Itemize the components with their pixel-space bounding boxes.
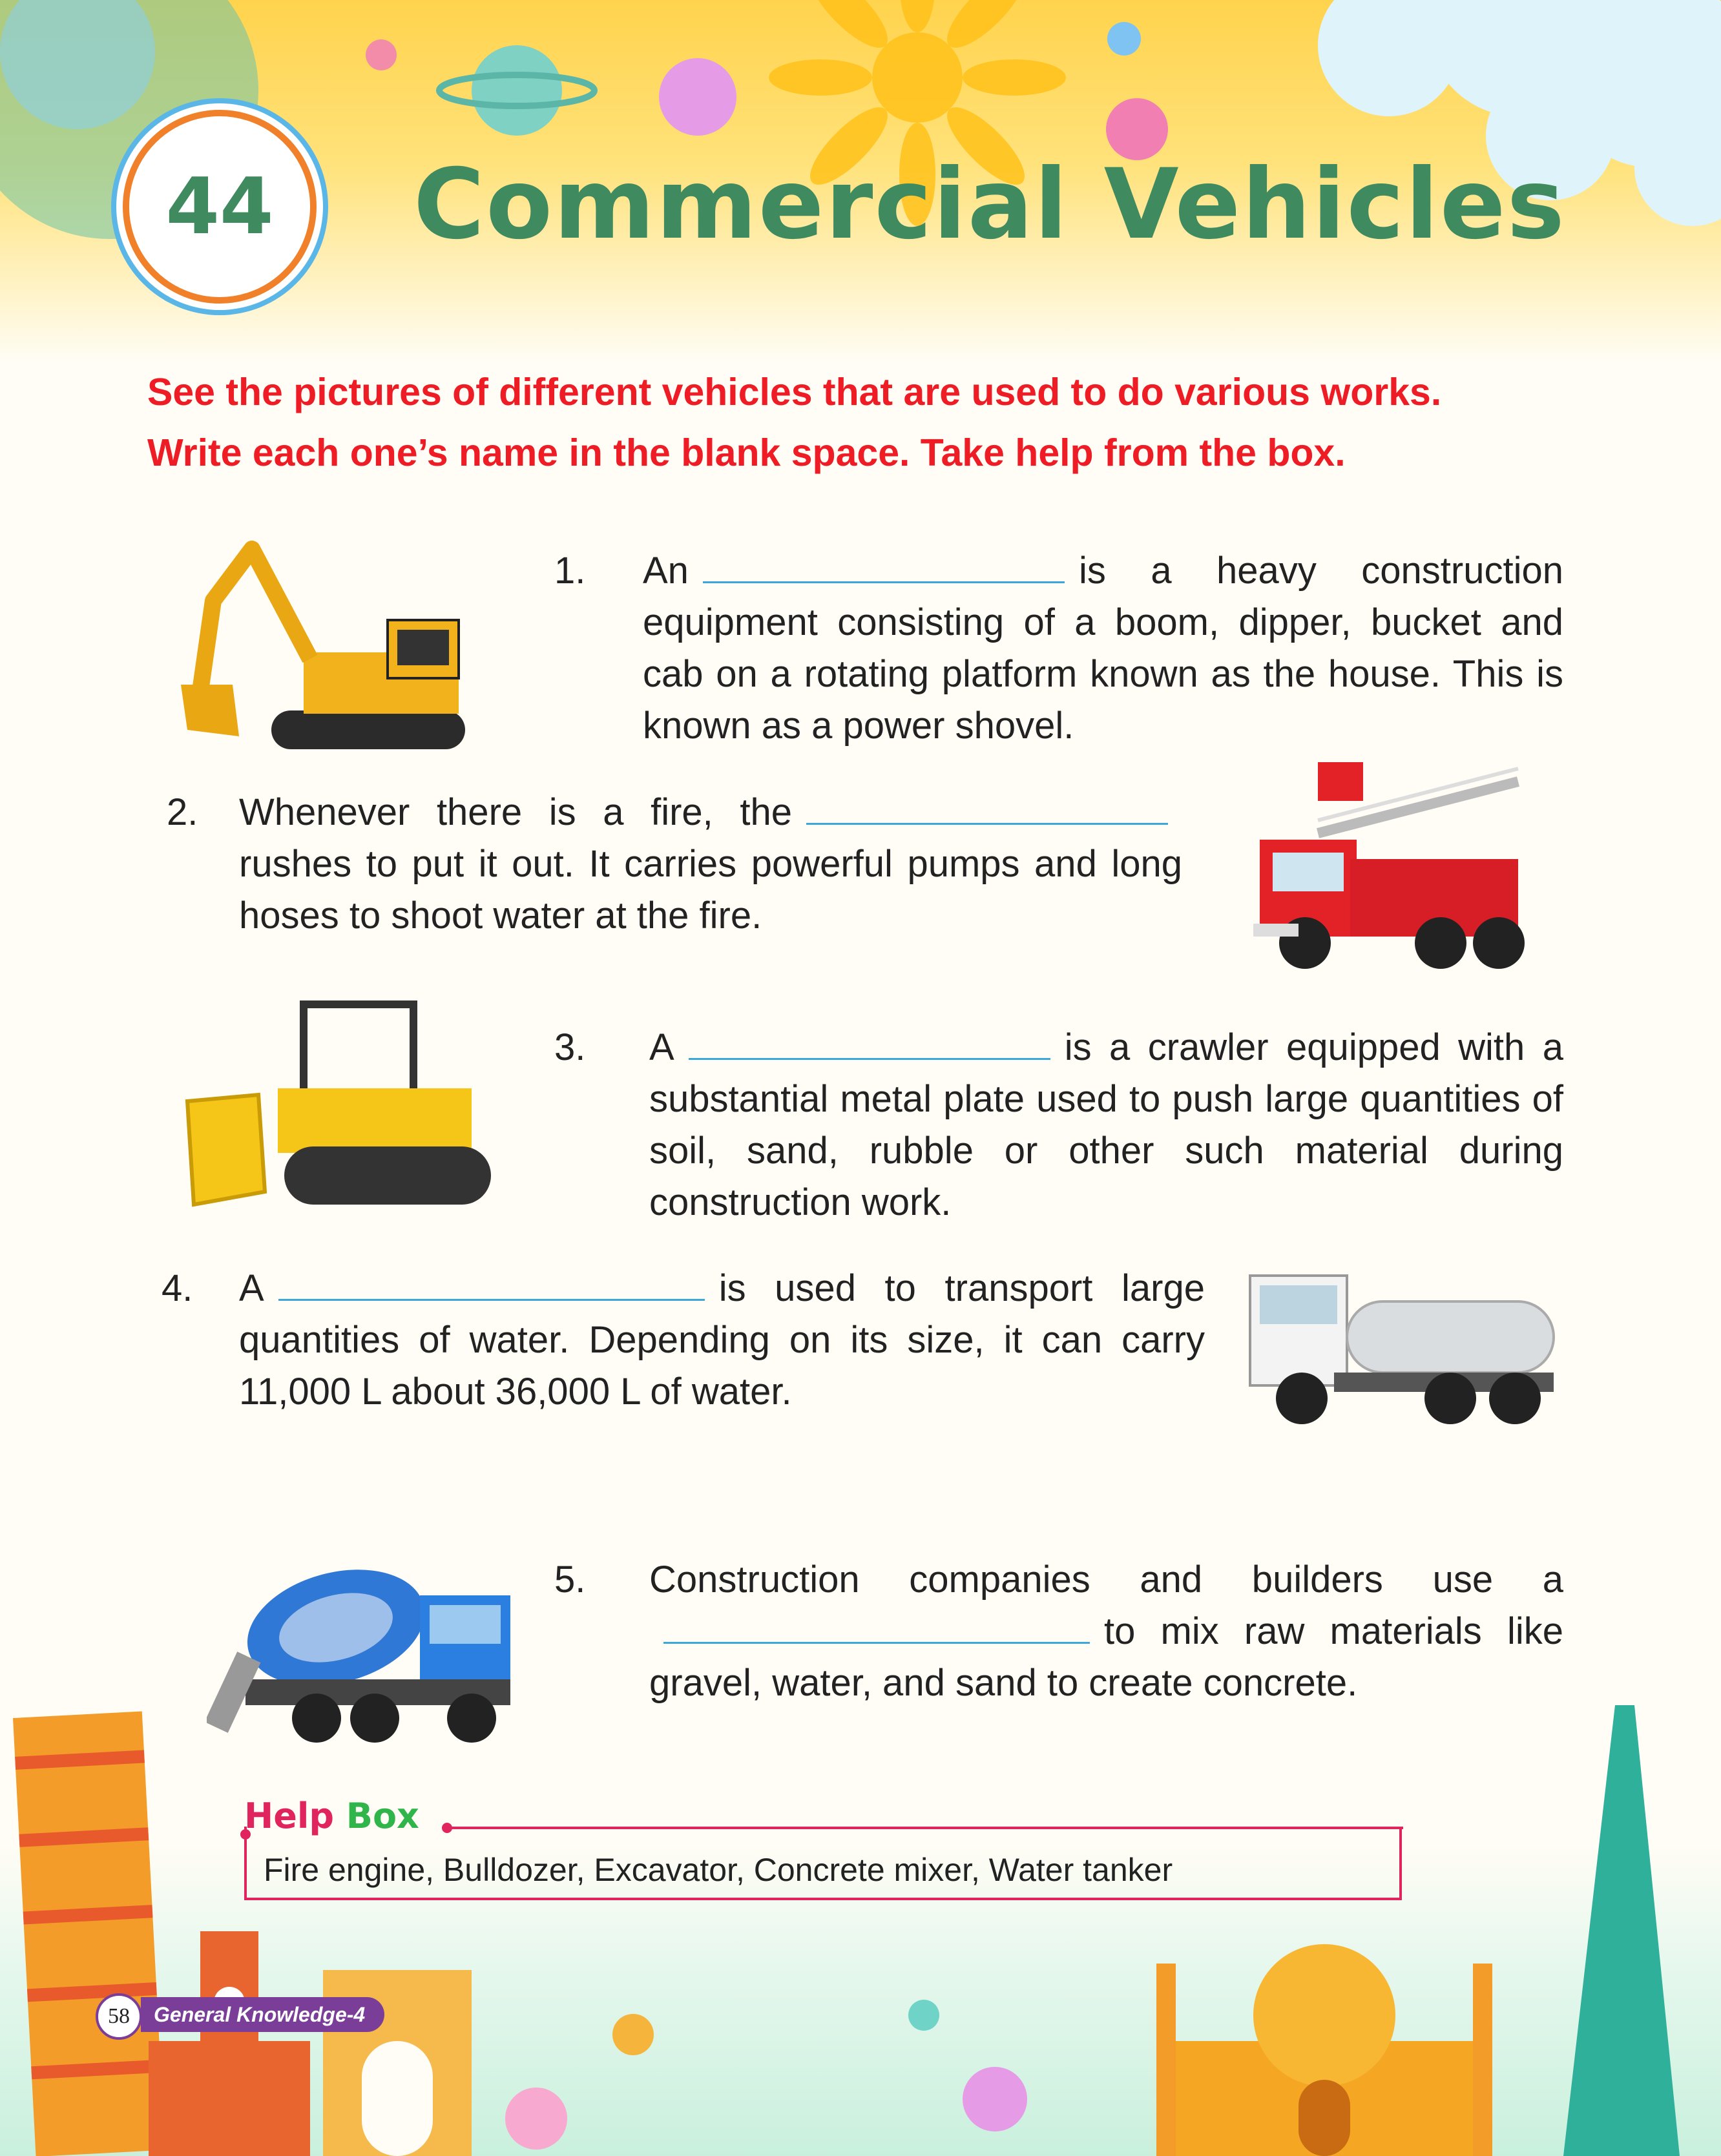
answer-blank[interactable]	[663, 1606, 1090, 1644]
question-number: 5.	[554, 1559, 586, 1601]
answer-blank[interactable]	[689, 1022, 1050, 1060]
question-text: A is a crawler equipped with a substantial metal plate used to push large quantities of soil, sand, rubble or other such material during construction work.	[649, 1022, 1563, 1228]
answer-blank[interactable]	[806, 787, 1168, 825]
footer-decoration	[0, 1679, 1721, 2156]
help-box-words: Fire engine, Bulldozer, Excavator, Concrete mixer, Water tanker	[264, 1852, 1173, 1888]
help-box-title: Help Box	[244, 1796, 419, 1836]
book-title: General Knowledge-4	[141, 1997, 384, 2032]
answer-blank[interactable]	[703, 545, 1065, 583]
question-number: 4.	[162, 1267, 193, 1309]
question-text: Whenever there is a fire, therushes to put it out. It carries powerful pumps and long hoses to shoot water at the fire.	[239, 787, 1182, 942]
question-text: An is a heavy construction equipment consisting of a boom, dipper, bucket and cab on a rotating platform known as the house. This is known as a power shovel.	[643, 545, 1563, 752]
page-number: 58	[96, 1993, 142, 2040]
page-title: Commercial Vehicles	[413, 149, 1566, 261]
question-text: A is used to transport large quantities of water. Depending on its size, it can carry 11,000 L about 36,000 L of water.	[239, 1263, 1205, 1418]
instructions-line-2: Write each one’s name in the blank space. Take help from the box.	[147, 431, 1346, 474]
water-tanker-image	[1237, 1263, 1560, 1431]
chapter-number: 44	[165, 161, 274, 252]
bulldozer-image	[181, 998, 504, 1218]
instructions-line-1: See the pictures of different vehicles that are used to do various works.	[147, 371, 1442, 413]
fire-engine-image	[1247, 756, 1531, 975]
chapter-badge	[123, 110, 317, 304]
excavator-image	[174, 523, 510, 762]
question-text: Construction companies and builders use ato mix raw materials like gravel, water, and sand to create concrete.	[649, 1559, 1563, 1704]
question-number: 2.	[167, 791, 198, 833]
question-number: 1.	[554, 550, 586, 592]
question-number: 3.	[554, 1026, 586, 1068]
answer-blank[interactable]	[278, 1263, 705, 1301]
instructions	[147, 362, 1594, 483]
